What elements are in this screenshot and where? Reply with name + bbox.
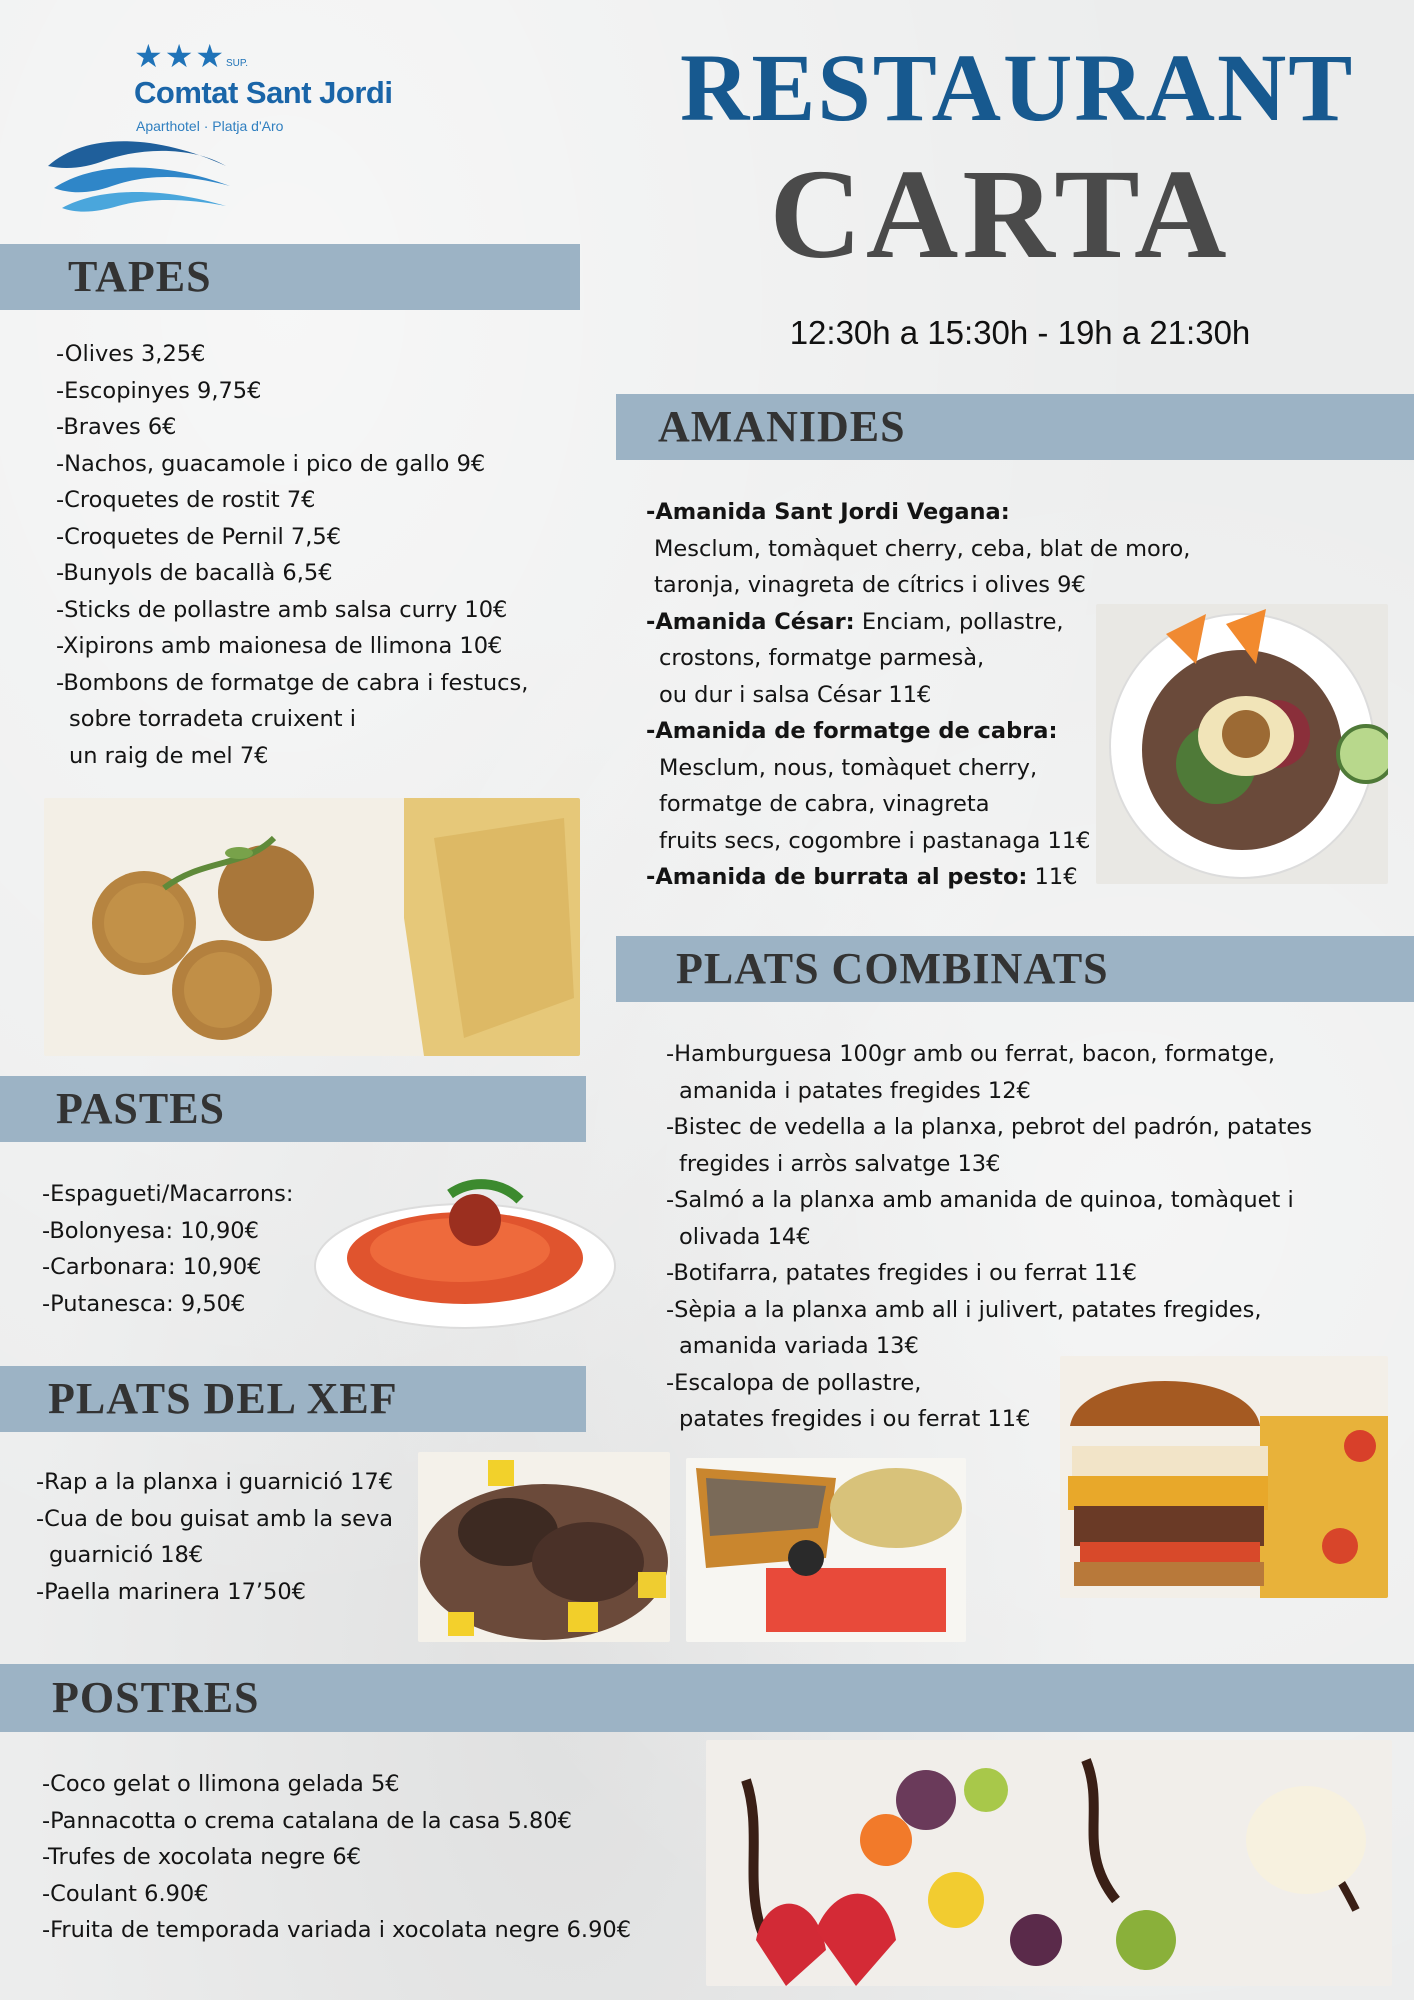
list-item: -Hamburguesa 100gr amb ou ferrat, bacon, formatge,	[666, 1041, 1276, 1067]
hotel-stars: ★★★	[134, 37, 227, 75]
list-item: -Salmó a la planxa amb amanida de quinoa, tomàquet i	[666, 1187, 1294, 1213]
list-item: taronja, vinagreta de cítrics i olives 9€	[654, 572, 1086, 598]
list-item: -Fruita de temporada variada i xocolata negre 6.90€	[42, 1917, 632, 1943]
list-item: -Pannacotta o crema catalana de la casa 5.80€	[42, 1807, 572, 1834]
list-item: -Croquetes de rostit 7€	[56, 487, 316, 513]
list-item: -Putanesca: 9,50€	[42, 1290, 246, 1317]
list-item: -Escopinyes 9,75€	[56, 377, 262, 404]
postres-header-bar	[0, 1664, 1414, 1732]
list-item: ou dur i salsa César 11€	[659, 681, 932, 708]
title-carta: CARTA	[769, 143, 1231, 285]
pastes-header-bar	[0, 1076, 586, 1142]
list-item: fruits secs, cogombre i pastanaga 11€	[659, 827, 1091, 854]
list-item: -Braves 6€	[56, 414, 177, 440]
list-item: -Rap a la planxa i guarnició 17€	[36, 1469, 394, 1495]
list-item: -Coulant 6.90€	[42, 1880, 209, 1907]
list-item: -Bistec de vedella a la planxa, pebrot del padrón, patates	[666, 1114, 1312, 1140]
opening-hours: 12:30h a 15:30h - 19h a 21:30h	[789, 314, 1251, 351]
list-item: -Trufes de xocolata negre 6€	[42, 1844, 362, 1870]
hotel-name: Comtat Sant Jordi	[134, 75, 393, 110]
list-item: -Olives 3,25€	[56, 341, 206, 367]
amanides-title: AMANIDES	[658, 402, 906, 451]
list-item: -Sticks de pollastre amb salsa curry 10€	[56, 596, 508, 623]
xef-header-bar	[0, 1366, 586, 1432]
list-item: crostons, formatge parmesà,	[659, 645, 985, 671]
list-item: -Botifarra, patates fregides i ou ferrat 11€	[666, 1260, 1137, 1286]
list-item: fregides i arròs salvatge 13€	[679, 1150, 1001, 1177]
list-item: olivada 14€	[679, 1223, 811, 1250]
list-item: Mesclum, nous, tomàquet cherry,	[659, 754, 1038, 781]
pasta-photo	[310, 1160, 620, 1336]
list-item: sobre torradeta cruixent i	[69, 706, 356, 732]
list-item: patates fregides i ou ferrat 11€	[679, 1406, 1031, 1432]
list-item: amanida i patates fregides 12€	[679, 1077, 1031, 1104]
postres-list	[42, 1766, 631, 1949]
list-item: guarnició 18€	[49, 1542, 204, 1568]
list-item: amanida variada 13€	[679, 1333, 919, 1359]
list-item: -Cua de bou guisat amb la seva	[36, 1505, 394, 1532]
burger-photo	[1060, 1356, 1388, 1598]
list-item: -Bunyols de bacallà 6,5€	[56, 560, 333, 586]
list-item: un raig de mel 7€	[69, 742, 269, 769]
tapes-title: TAPES	[68, 252, 212, 301]
list-item: -Sèpia a la planxa amb all i julivert, patates fregides,	[666, 1296, 1262, 1323]
salad-name: -Amanida de formatge de cabra:	[646, 718, 1058, 744]
list-item: -Nachos, guacamole i pico de gallo 9€	[56, 450, 486, 477]
goat-cheese-salad-photo	[1096, 604, 1388, 884]
tapes-header-bar	[0, 244, 580, 310]
list-item: Mesclum, tomàquet cherry, ceba, blat de moro,	[654, 535, 1191, 562]
salad-desc: Enciam, pollastre,	[854, 608, 1064, 635]
list-item: -Paella marinera 17’50€	[36, 1578, 306, 1605]
list-item: -Bombons de formatge de cabra i festucs,	[56, 669, 529, 696]
combinats-title: PLATS COMBINATS	[676, 944, 1109, 993]
salad-price: 11€	[1027, 864, 1078, 890]
dessert-fruit-skewer-photo	[706, 1740, 1392, 1986]
pastes-title: PASTES	[56, 1084, 226, 1133]
list-item: -Xipirons amb maionesa de llimona 10€	[56, 633, 503, 659]
salad-name: -Amanida de burrata al pesto:	[646, 864, 1028, 890]
postres-title: POSTRES	[52, 1673, 260, 1722]
list-item: -Bolonyesa: 10,90€	[42, 1217, 259, 1244]
amanides-header-bar	[616, 394, 1414, 460]
list-item: -Croquetes de Pernil 7,5€	[56, 523, 342, 550]
tapes-list	[56, 336, 528, 774]
stars-sup-label: SUP.	[226, 58, 249, 69]
combinats-header-bar	[616, 936, 1414, 1002]
list-item: -Carbonara: 10,90€	[42, 1254, 262, 1280]
list-item: -Escalopa de pollastre,	[666, 1369, 922, 1396]
xef-list	[36, 1464, 393, 1610]
oxtail-stew-photo	[418, 1452, 670, 1642]
list-item: -Coco gelat o llimona gelada 5€	[42, 1771, 400, 1797]
salad-name: -Amanida Sant Jordi Vegana:	[646, 499, 1010, 525]
goat-cheese-bonbons-photo	[44, 798, 580, 1056]
list-item: -Espagueti/Macarrons:	[42, 1181, 294, 1207]
xef-title: PLATS DEL XEF	[48, 1374, 398, 1423]
list-item	[646, 494, 1190, 531]
salad-name: -Amanida César:	[646, 608, 855, 635]
wave-logo-icon	[46, 136, 232, 218]
list-item: formatge de cabra, vinagreta	[659, 791, 990, 817]
pastes-list	[42, 1176, 293, 1322]
title-restaurant: RESTAURANT	[680, 34, 1355, 141]
hotel-subtitle: Aparthotel · Platja d'Aro	[136, 118, 284, 134]
salmon-quinoa-photo	[686, 1458, 966, 1642]
